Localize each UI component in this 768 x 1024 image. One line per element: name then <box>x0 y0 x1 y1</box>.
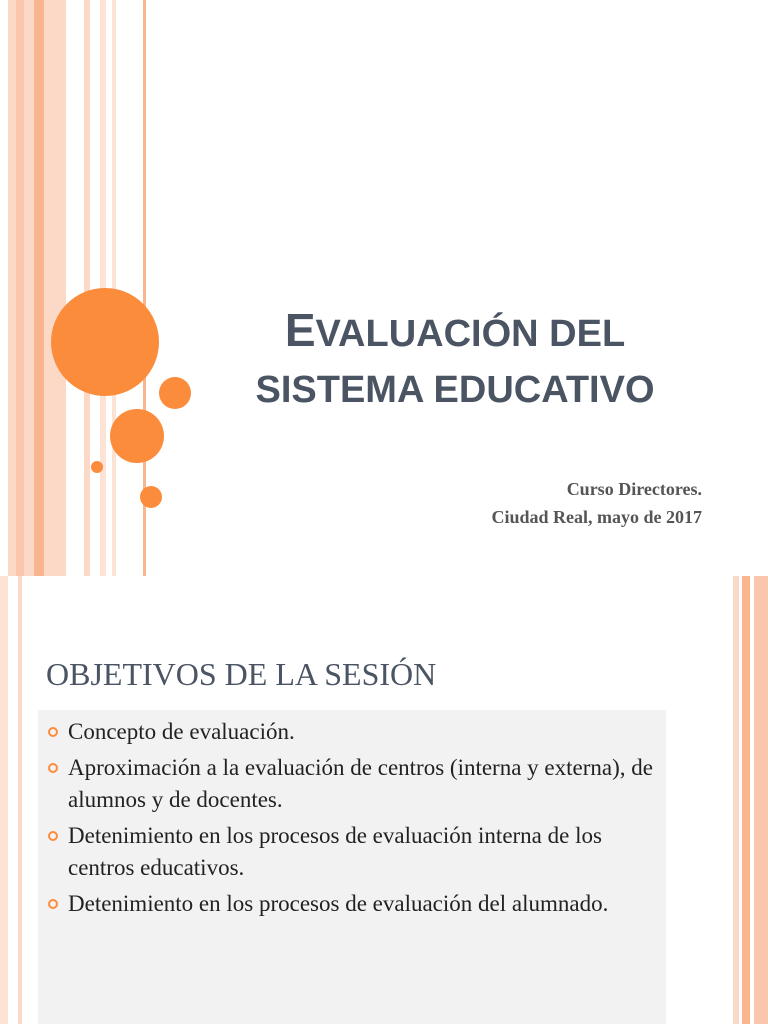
subtitle-place-date: Ciudad Real, mayo de 2017 <box>491 507 702 527</box>
decorative-circle-large <box>51 288 159 396</box>
list-item: Concepto de evaluación. <box>48 716 658 748</box>
decorative-circle <box>159 377 191 409</box>
slide-title: OBJETIVOS DE LA SESIÓN <box>46 656 437 692</box>
bullet-icon <box>48 899 58 909</box>
bullet-icon <box>48 831 58 841</box>
decorative-stripe <box>742 576 750 1024</box>
decorative-stripe <box>18 576 22 1024</box>
list-item: Detenimiento en los procesos de evaluación del alumnado. <box>48 888 658 920</box>
presentation-title <box>215 302 695 418</box>
list-item: Aproximación a la evaluación de centros (interna y externa), de alumnos y de docentes. <box>48 752 658 816</box>
subtitle-course: Curso Directores. <box>566 479 702 499</box>
bullet-icon <box>48 727 58 737</box>
decorative-stripe <box>0 576 8 1024</box>
decorative-circle <box>140 486 162 508</box>
list-item: Detenimiento en los procesos de evaluación interna de los centros educativos. <box>48 820 658 884</box>
decorative-stripe <box>16 0 24 576</box>
objectives-slide <box>0 576 768 1024</box>
bullet-icon <box>48 763 58 773</box>
decorative-stripe <box>754 576 768 1024</box>
decorative-stripe <box>733 576 739 1024</box>
decorative-circle <box>110 409 164 463</box>
title-initial: E <box>284 304 316 356</box>
decorative-circle <box>91 461 103 473</box>
presentation-subtitle <box>491 475 702 531</box>
title-line2: SISTEMA EDUCATIVO <box>255 369 655 411</box>
title-line1: VALUACIÓN DEL <box>315 313 626 355</box>
objectives-list <box>38 710 666 920</box>
decorative-stripe <box>84 0 90 576</box>
decorative-stripe <box>34 0 44 576</box>
content-box <box>38 710 666 1024</box>
